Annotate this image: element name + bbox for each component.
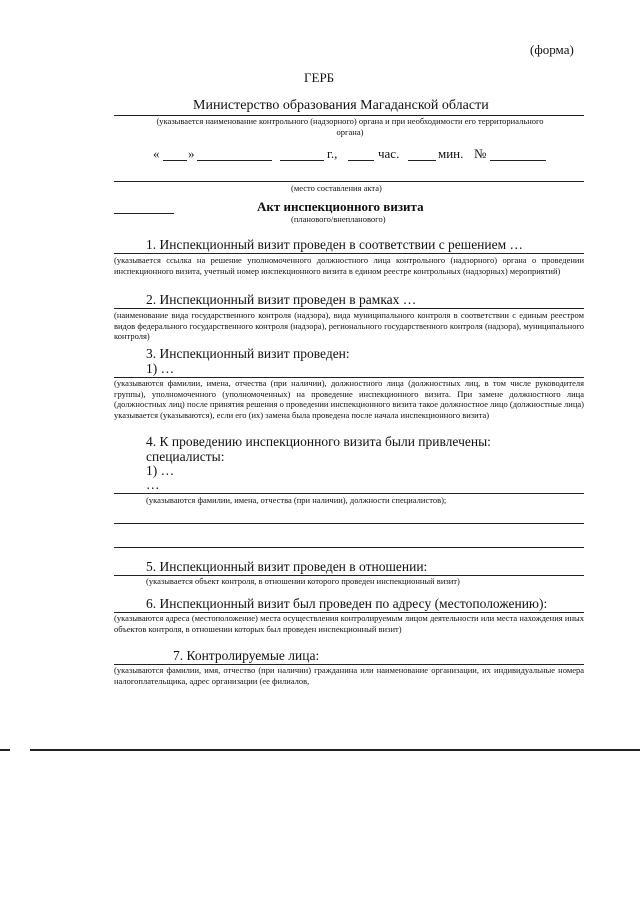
emblem-placeholder: ГЕРБ [304,70,335,85]
section-1-title: 1. Инспекционный визит проведен в соответствии с решением … [146,237,524,252]
section-4-field[interactable] [114,493,584,494]
section-7-title: 7. Контролируемые лица: [173,648,320,663]
act-subtitle: (планового/внепланового) [291,214,386,224]
section-3-item: 1) … [146,361,175,376]
section-1-note: (указывается ссылка на решение уполномоченного должностного лица контрольного (надзорного) органа о проведении инспекционного визита, учетный номер инспекционного визита в едином реестре контрольных (надзорных) мероприятий) [114,255,584,276]
month-field[interactable] [197,160,272,161]
section-2-note: (наименование вида государственного контроля (надзора), вида муниципального контроля в соответствии с единым реестром видов федерального государственного контроля (надзора), регионального государственного контроля (надзора), муниципального контроля) [114,310,584,341]
section-5-title: 5. Инспекционный визит проведен в отношении: [146,559,428,574]
section-4-sub: специалисты: [146,449,225,464]
number-sign: № [474,146,487,161]
margin-mark [0,749,10,751]
section-7-note: (указываются фамилии, имя, отчество (при наличии) гражданина или наименование организации, их индивидуальные номера налогоплательщика, адрес организации (ее филиалов, [114,665,584,686]
section-1-field[interactable] [114,253,584,254]
section-4-blank-line-2[interactable] [114,547,584,548]
act-title: Акт инспекционного визита [257,199,424,214]
form-label: (форма) [530,42,574,57]
ministry-note: (указывается наименование контрольного (надзорного) органа и при необходимости его территориального органа) [156,116,544,137]
section-4-item: 1) … [146,463,175,478]
ministry-name: Министерство образования Магаданской области [193,98,489,113]
quote-open: « [153,146,160,161]
section-2-field[interactable] [114,308,584,309]
number-field[interactable] [490,160,546,161]
section-5-note: (указывается объект контроля, в отношении которого проведен инспекционный визит) [146,576,460,586]
section-4-ellipsis: … [146,477,160,492]
hours-field[interactable] [348,160,374,161]
section-6-note: (указываются адреса (местоположение) места осуществления контролируемым лицом деятельности или места нахождения иных объектов контроля, в отношении которых был проведен инспекционный визит) [114,613,584,634]
act-number-field[interactable] [114,213,174,214]
minutes-label: мин. [438,146,464,161]
place-field[interactable] [114,181,584,182]
page-bottom-rule [30,749,640,751]
section-4-blank-line-1[interactable] [114,523,584,524]
day-field[interactable] [163,160,187,161]
year-suffix: г., [327,146,338,161]
section-6-title: 6. Инспекционный визит был проведен по адресу (местоположению): [146,596,548,611]
section-4-title: 4. К проведению инспекционного визита были привлечены: [146,434,491,449]
year-field[interactable] [280,160,324,161]
quote-close: » [188,146,195,161]
section-2-title: 2. Инспекционный визит проведен в рамках … [146,292,417,307]
section-3-note: (указываются фамилии, имена, отчества (при наличии), должностного лица (должностных лиц, в том числе руководителя группы), уполномоченного (уполномоченных) на проведение инспекционного визита. При замене должностного лица (должностных лиц) после принятия решения о проведении инспекционного визита такое должностное лицо (должностные лица) указывается (указываются), если его (их) замена была проведена после начала инспекционного визита) [114,378,584,420]
hours-label: час. [378,146,400,161]
place-note: (место составления акта) [291,183,382,193]
minutes-field[interactable] [408,160,436,161]
section-4-note: (указываются фамилии, имена, отчества (при наличии), должности специалистов); [146,495,447,505]
section-3-title: 3. Инспекционный визит проведен: [146,346,350,361]
